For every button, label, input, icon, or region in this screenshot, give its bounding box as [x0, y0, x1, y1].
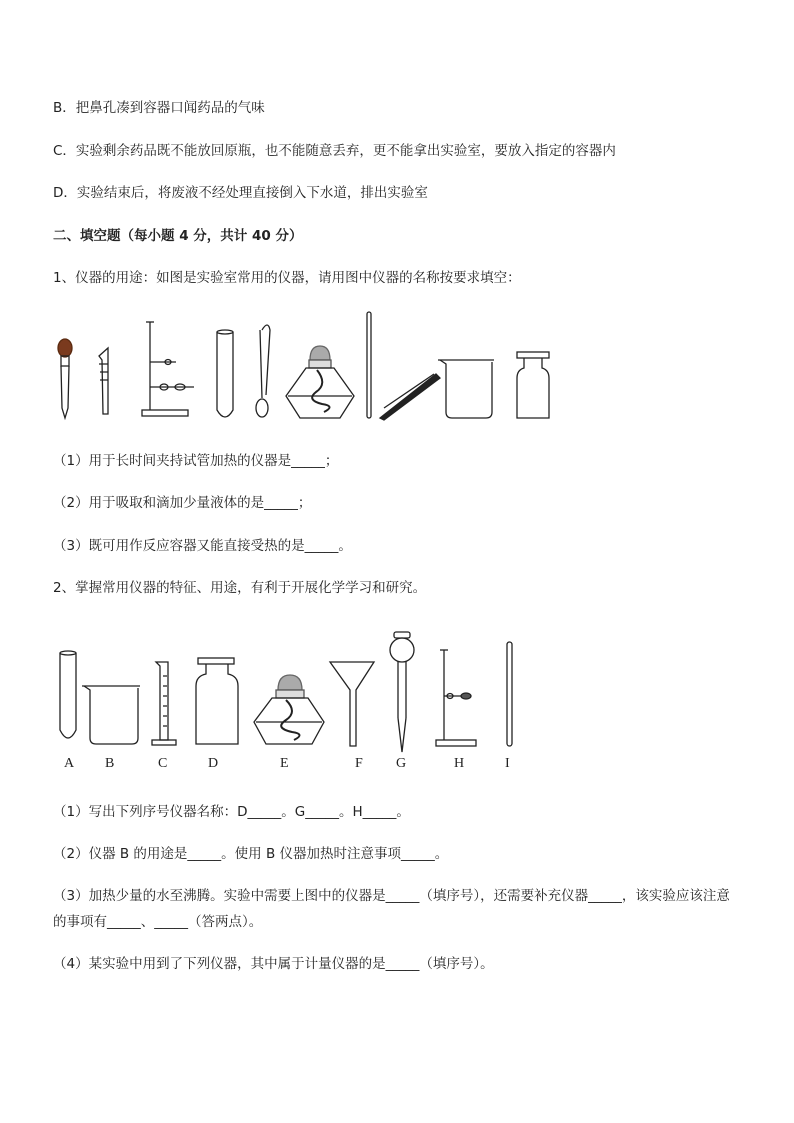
graduated-cylinder-c-icon	[152, 662, 176, 745]
q1-part-1: （1）用于长时间夹持试管加热的仪器是_____；	[53, 453, 339, 469]
label-f: F	[355, 756, 363, 771]
q1-part-3: （3）既可用作反应容器又能直接受热的是_____。	[53, 538, 352, 554]
label-h: H	[454, 756, 465, 771]
q2-part-4: （4）某实验中用到了下列仪器，其中属于计量仪器的是_____（填序号）。	[53, 956, 494, 972]
alcohol-lamp-e-icon	[254, 675, 324, 744]
label-e: E	[280, 756, 289, 771]
q2-part-3: （3）加热少量的水至沸腾。实验中需要上图中的仪器是_____（填序号），还需要补充仪器_____，该实验应该注意的事项有_____、_____（答两点）。	[53, 888, 730, 930]
section-title: 二、填空题（每小题 4 分，共计 40 分）	[53, 228, 303, 244]
separatory-funnel-g-icon	[390, 632, 414, 752]
label-b: B	[105, 756, 115, 771]
q2-stem: 2、掌握常用仪器的特征、用途，有利于开展化学学习和研究。	[53, 580, 427, 596]
label-a: A	[64, 756, 75, 771]
label-d: D	[208, 756, 219, 771]
beaker-b-icon	[82, 686, 140, 744]
q2-part-2: （2）仪器 B 的用途是_____。使用 B 仪器加热时注意事项_____。	[53, 846, 449, 862]
glass-rod-i-icon	[507, 642, 512, 746]
bottle-d-icon	[196, 658, 238, 744]
q2-part-1: （1）写出下列序号仪器名称：D_____。G_____。H_____。	[53, 804, 410, 820]
label-g: G	[396, 756, 407, 771]
option-d: D．实验结束后，将废液不经处理直接倒入下水道，排出实验室	[53, 185, 428, 201]
option-c: C．实验剩余药品既不能放回原瓶，也不能随意丢弃，更不能拿出实验室，要放入指定的容器内	[53, 143, 616, 159]
option-b: B．把鼻孔凑到容器口闻药品的气味	[53, 100, 265, 116]
iron-stand-h-icon	[436, 650, 476, 746]
label-c: C	[158, 756, 168, 771]
test-tube-a-icon	[60, 651, 76, 738]
funnel-f-icon	[330, 662, 374, 746]
label-i: I	[505, 756, 510, 771]
q1-stem: 1、仪器的用途：如图是实验室常用的仪器，请用图中仪器的名称按要求填空：	[53, 270, 521, 286]
q1-part-2: （2）用于吸取和滴加少量液体的是_____；	[53, 495, 312, 511]
